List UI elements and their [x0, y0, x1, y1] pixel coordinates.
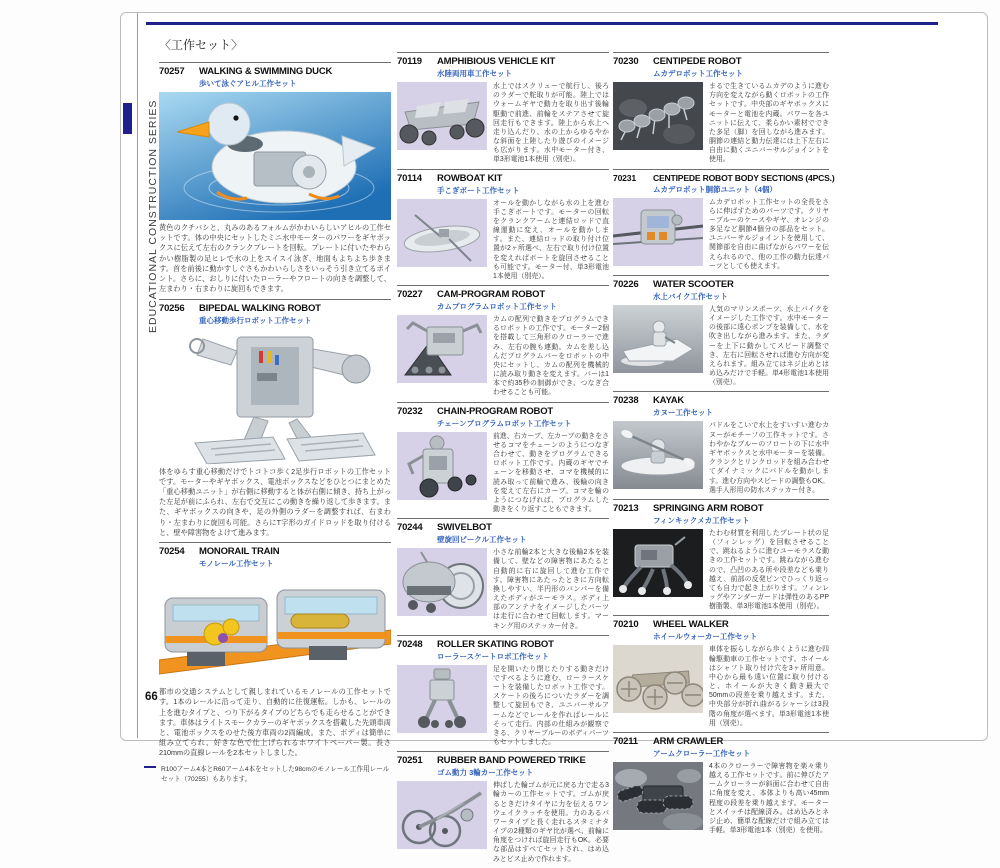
product-entry-swivelbot	[397, 518, 609, 631]
product-entry-chain-program	[397, 402, 609, 515]
bipedal-robot-illustration	[159, 329, 391, 464]
wheel-walker-illustration	[613, 645, 703, 713]
product-name-en: CHAIN-PROGRAM ROBOT	[437, 405, 553, 417]
product-entry-bipedal-robot	[159, 299, 391, 539]
wheel-walker-photo	[613, 645, 703, 713]
divider	[397, 402, 609, 403]
product-description: 都市の交通システムとして親しまれているモノレールの工作セットです。1本のレールに沿って走り、自動的に往復運転。しかも、レールの上を進むタイプと、つり下がるタイプのどちらでも走らせることができます。車体はライトスモークカラーのギヤボックスを搭載した先頭車両と、電池ボックスをのせた後方車両の2両編成。また、ボディは簡単に組み立てられ、好きな色で仕上げられるホワイトペーパー製。長さ210mmの直線レールを2本セットしました。	[159, 687, 391, 758]
product-name-en: CENTIPEDE ROBOT BODY SECTIONS (4PCS.)	[653, 172, 835, 183]
centipede-photo	[613, 82, 703, 150]
product-entry-rubber-band-trike	[397, 751, 609, 864]
product-name-en: RUBBER BAND POWERED TRIKE	[437, 755, 586, 767]
product-name-jp: 水陸両用車工作セット	[437, 69, 512, 78]
swivelbot-illustration	[397, 548, 487, 616]
product-name-en: SWIVELBOT	[437, 522, 492, 534]
body-sections-illustration	[613, 198, 703, 266]
springing-arm-illustration	[613, 529, 703, 597]
product-name-en: MONORAIL TRAIN	[199, 546, 280, 558]
product-number: 70211	[613, 735, 638, 747]
product-description: 水上ではスクリューで航行し、後ろのラダーで舵取りが可能。陸上ではウォームギヤで動力を取り出す後輪駆動で前進、前輪をステアさせて旋回走行もできます。陸上から水上へ走り込んだり、水の上からゆるやかな斜面を上陸したり遊びのイメージも広がります。水中モーター付き、単3形電池1本使用（別売）。	[493, 83, 609, 164]
divider	[159, 542, 391, 543]
product-entry-centipede-sections	[613, 169, 835, 271]
product-name-en: AMPHIBIOUS VEHICLE KIT	[437, 56, 556, 67]
divider	[397, 169, 609, 170]
product-entry-roller-skating	[397, 635, 609, 748]
springing-arm-photo	[613, 529, 703, 597]
product-description: 人気のマリンスポーツ、水上バイクをイメージした工作です。水中モーターの後部に遠心ポンプを装備して、水を吹き出しながら進みます。また、ラダーを上下に動かしてスピード調整でき、左右に回転させれば進む方向が変えられます。組み立てはネジ止めとはめ込みだけで手軽。単4形電池1本使用（別売）。	[709, 305, 829, 387]
divider	[613, 169, 829, 170]
product-description: パドルをこいで水上をすいすい進むカヌーがモチーフの工作キットです。さわやかなブルーのフロートの下に水中ギヤボックスと水中モーターを装備。クランクとリンクロッドを組み合わせてダイナミックにパドルを動かします。進む方向やスピードの調整もOK。選手人形用の防水ステッカー付き。	[709, 422, 829, 494]
product-name-jp: チェーンプログラムロボット工作セット	[437, 418, 572, 428]
product-number: 70238	[613, 395, 639, 407]
product-description: 前進、右カーブ、左カーブの動きをさせるコマをチェーンのようにつなぎ合わせて、動きをプログラムできるロボット工作です。内蔵のギヤでチェーンを移動させ、コマを機械的に読み取って前輪で進み、後輪の向きを変えて左右にカーブ。コマを輪のようにつなげれば、プログラムした動きをくり返すこともできます。	[493, 432, 609, 514]
page-number: 66	[145, 691, 158, 703]
cam-program-photo	[397, 315, 487, 383]
product-name-jp: アームクローラー工作セット	[653, 748, 751, 758]
product-description: オールを動かしながら水の上を進む手こぎボートです。モーターの回転をクランクアームと連結ロッドで直線運動に変え、オールを動かします。また、連結ロッドの取り付け位置が2ヶ所選べ、左右で取り付け位置を変えればボートを旋回させることも可能です。モーター付、単3形電池1本使用（別売）。	[493, 199, 609, 280]
series-vertical-title: EDUCATIONAL CONSTRUCTION SERIES	[147, 99, 159, 333]
divider	[397, 285, 609, 286]
divider	[613, 52, 829, 53]
water-scooter-photo	[613, 305, 703, 373]
product-description: たわむ材質を利用したプレート状の足（フィンレッグ）を回転させることで、跳ねるように進むユーモラスな動きの工作セットです。跳ねながら進むので、凸凹のある所や段差なども乗り越え、前部の反発ピンでひっくり返っても自力で起き上がります。フィンレッグやアンダーガードは弾性のあるPP樹脂製、単3形電池1本使用（別売）。	[709, 529, 829, 611]
product-description: 小さな前輪2本と大きな後輪2本を装備して、壁などの障害物にあたると自動的に右に旋回して進む工作です。障害物にあたったときに方向転換しやすい、半円形のバンパーを備えたボディがユーモラス。ボディ上部のアンテナをイメージしたパーツは走行に合わせて回転します。マーキング用のステッカー付き。	[493, 549, 609, 630]
product-name-en: CAM-PROGRAM ROBOT	[437, 289, 545, 301]
product-number: 70231	[613, 172, 636, 183]
divider	[397, 751, 609, 752]
bipedal-robot-photo	[159, 329, 391, 464]
column-right	[613, 52, 835, 839]
product-entry-rowboat	[397, 169, 609, 282]
rowboat-photo	[397, 199, 487, 267]
product-name-en: ARM CRAWLER	[653, 735, 724, 747]
divider	[159, 299, 391, 300]
product-name-jp: ムカデロボット胴節ユニット（4個）	[653, 184, 777, 194]
divider	[613, 615, 829, 616]
product-description: 足を開いたり閉じたりする動きだけですべるように進む、ローラースケートを装備したロボット工作です。スケートの後ろについたラダーを調整して旋回もでき、ユニバーサルアームなどでレールを作ればレールにそって走行。内部の仕組みが観察できる、クリヤーブルーのボディパーツもセットしました。	[493, 665, 609, 747]
kayak-illustration	[613, 421, 703, 489]
product-name-en: KAYAK	[653, 395, 685, 407]
top-accent-rule	[146, 22, 938, 25]
product-entry-monorail	[159, 542, 391, 783]
product-name-en: WHEEL WALKER	[653, 619, 729, 631]
centipede-illustration	[613, 82, 703, 150]
product-number: 70119	[397, 56, 422, 67]
product-entry-duck	[159, 62, 391, 295]
trike-photo	[397, 781, 487, 849]
column-middle	[397, 52, 609, 868]
product-description: ムカデロボット工作セットの全長をさらに伸ばすためのパーツです。クリヤーブルーのケースやギヤ、オレンジの多足など胴節4個分の部品をセット。ユニバーサルジョイントを使用して、関節部を自由に曲げながらパワーを伝えられるので、他の工作の動力伝達パーツとしても使えます。	[709, 198, 829, 270]
product-name-jp: ローラースケートロボ工作セット	[437, 651, 550, 661]
product-number: 70226	[613, 278, 639, 290]
product-number: 70230	[613, 56, 639, 67]
trike-illustration	[397, 781, 487, 849]
rail-set-footnote: R100アーム4本とR60アーム4本をセットした98cmのモノレール工作用レールセット（70255）もあります。	[159, 763, 391, 783]
product-entry-water-scooter	[613, 275, 829, 388]
product-name-jp: 手こぎボート工作セット	[437, 185, 520, 195]
chain-program-illustration	[397, 432, 487, 500]
product-name-en: WALKING & SWIMMING DUCK	[199, 66, 333, 77]
divider	[397, 635, 609, 636]
section-header: 〈工作セット〉	[159, 38, 244, 52]
divider	[613, 391, 829, 392]
swivelbot-photo	[397, 548, 487, 616]
cam-program-illustration	[397, 315, 487, 383]
product-name-jp: ホイールウォーカー工作セット	[653, 632, 758, 642]
monorail-illustration	[159, 572, 391, 684]
product-description: 4本のクローラーで障害物を楽々乗り越える工作セットです。前に伸びたアームクローラーが斜面に合わせて自由に角度を変え、本体よりも高い45mm程度の段差を乗り越えます。モーターとスイッチは配線済み。はめ込みとネジ止め、簡単な配線だけで組み立ては手軽。単3形電池1本（別売）を使用。	[709, 762, 829, 835]
product-name-en: ROWBOAT KIT	[437, 172, 503, 184]
product-number: 70227	[397, 289, 423, 301]
product-name-jp: 歩いて泳ぐアヒル工作セット	[199, 79, 297, 88]
product-number: 70232	[397, 405, 423, 417]
divider	[613, 499, 829, 500]
product-entry-springing-arm	[613, 499, 829, 612]
roller-skating-illustration	[397, 665, 487, 733]
product-name-jp: カヌー工作セット	[653, 408, 713, 418]
product-name-jp: フィンキックメカ工作セット	[653, 515, 750, 525]
product-description: カムの配列で動きをプログラムできるロボットの工作です。モーター2個を搭載して三角形のクローラーで進み、左右の腕も連動。カムを差し込んだプログラムバーをロボットの中央にセットし、カムの配列を機械的に読み取り動きを変えます。バーは1本で約35秒の制御ができ、つなぎ合わせることも可能。	[493, 316, 609, 397]
divider	[159, 62, 391, 63]
product-entry-amphibious	[397, 52, 609, 165]
product-name-en: BIPEDAL WALKING ROBOT	[199, 302, 321, 314]
arm-crawler-illustration	[613, 762, 703, 830]
product-name-jp: ゴム動力 3輪カー工作セット	[437, 768, 534, 778]
chain-program-photo	[397, 432, 487, 500]
product-description: 車体を振らしながら歩くように進む四輪駆動車の工作セットです。ホイールはシャフト取り付け穴を3ヶ所用意。中心から最も遠い位置に取り付けると、ホイールが大きく動き最大で50mmの段差を乗り越えます。また、中央部分が折れ曲がるシャーシは3段階の角度が選べます。単3形電池1本使用（別売）。	[709, 646, 829, 727]
rowboat-illustration	[397, 199, 487, 267]
divider	[613, 732, 829, 733]
product-number: 70251	[397, 755, 423, 767]
water-scooter-illustration	[613, 305, 703, 373]
product-number: 70210	[613, 619, 639, 631]
divider	[397, 52, 609, 53]
product-number: 70114	[397, 172, 422, 184]
kayak-photo	[613, 421, 703, 489]
duck-photo	[159, 92, 391, 220]
product-description: 伸ばした輪ゴムが元に戻る力で走る3輪カーの工作セットです。ゴムが戻るときだけタイヤに力を伝えるワンウェイクラッチを使用。力のあるパワータイプと長く走れるスタミナタイプの2種類のギヤ比が選べ、前輪に角度をつければ旋回走行もOK。必要な部品はすべてセットされ、はめ込みとビス止めで作れます。	[493, 782, 609, 863]
duck-illustration	[159, 92, 391, 220]
product-number: 70254	[159, 546, 185, 558]
product-description: 黄色のクチバシと、丸みのあるフォルムがかわいらしいアヒルの工作セットです。体の中央にセットしたミニ水中モーターのパワーをギヤボックスに伝えて左右のクランクプレートを回転。プレートに付いたやわらかい樹脂製の足ヒレで水の上をスイスイ泳ぎ、地面もよちよち歩きます。首を前後に動かすしぐさもかわいらしさをいっそう引き立てるポイント。さらに、おしりに付いたローラーやフロートの向きを調整して、左まわり・右まわりに旋回もできます。	[159, 223, 391, 294]
product-number: 70248	[397, 638, 423, 650]
page-left-edge	[137, 13, 138, 738]
product-name-en: WATER SCOOTER	[653, 278, 734, 290]
product-number: 70257	[159, 66, 185, 77]
product-name-jp: ムカデロボット工作セット	[653, 69, 743, 78]
product-description: まるで生きているムカデのように進む方向を変えながら動くロボットの工作セットです。中央部のギヤボックスにモーターと電池を内蔵。パワーを各ユニットに伝えて、柔らかい素材でできた多足（脚）を回しながら進みます。胴節の連結と動力伝達には上下左右に自由に動くユニバーサルジョイントを使用。	[709, 83, 829, 164]
product-number: 70256	[159, 302, 185, 314]
product-description: 体をゆらす重心移動だけでトコトコ歩く2足歩行ロボットの工作セットです。モーターやギヤボックス、電池ボックスなどをひとつにまとめた「重心移動ユニット」が右側に移動すると体が右側に傾き、持ち上がった左足が前にふられ、左右で交互にこの動きを繰り返して歩きます。また、ギヤボックスの向きや、足の外側のラダーを調整すれば、右まわり・左まわりに旋回も可能。さらにT字形のガイドロッドを取り付けると、壁や障害物をよけて進みます。	[159, 466, 391, 537]
section-index-tab	[123, 103, 132, 134]
product-entry-arm-crawler	[613, 732, 829, 835]
divider	[397, 518, 609, 519]
product-entry-wheel-walker	[613, 615, 829, 728]
product-name-jp: 重心移動歩行ロボット工作セット	[199, 315, 312, 325]
product-name-jp: カムプログラムロボット工作セット	[437, 302, 557, 312]
product-name-en: CENTIPEDE ROBOT	[653, 56, 742, 67]
arm-crawler-photo	[613, 762, 703, 830]
divider	[613, 275, 829, 276]
product-number: 70213	[613, 502, 639, 514]
product-name-en: SPRINGING ARM ROBOT	[653, 502, 764, 514]
roller-skating-photo	[397, 665, 487, 733]
product-entry-kayak	[613, 391, 829, 494]
amphibious-photo	[397, 82, 487, 150]
amphibious-illustration	[397, 82, 487, 150]
product-name-en: ROLLER SKATING ROBOT	[437, 638, 554, 650]
product-name-jp: 水上バイク工作セット	[653, 291, 728, 301]
body-sections-photo	[613, 198, 703, 266]
product-entry-cam-program	[397, 285, 609, 398]
monorail-photo	[159, 572, 391, 684]
product-name-jp: モノレール工作セット	[199, 559, 274, 569]
product-number: 70244	[397, 522, 423, 534]
product-entry-centipede	[613, 52, 829, 165]
product-name-jp: 壁旋回ビークル工作セット	[437, 535, 527, 545]
column-left	[159, 62, 391, 787]
